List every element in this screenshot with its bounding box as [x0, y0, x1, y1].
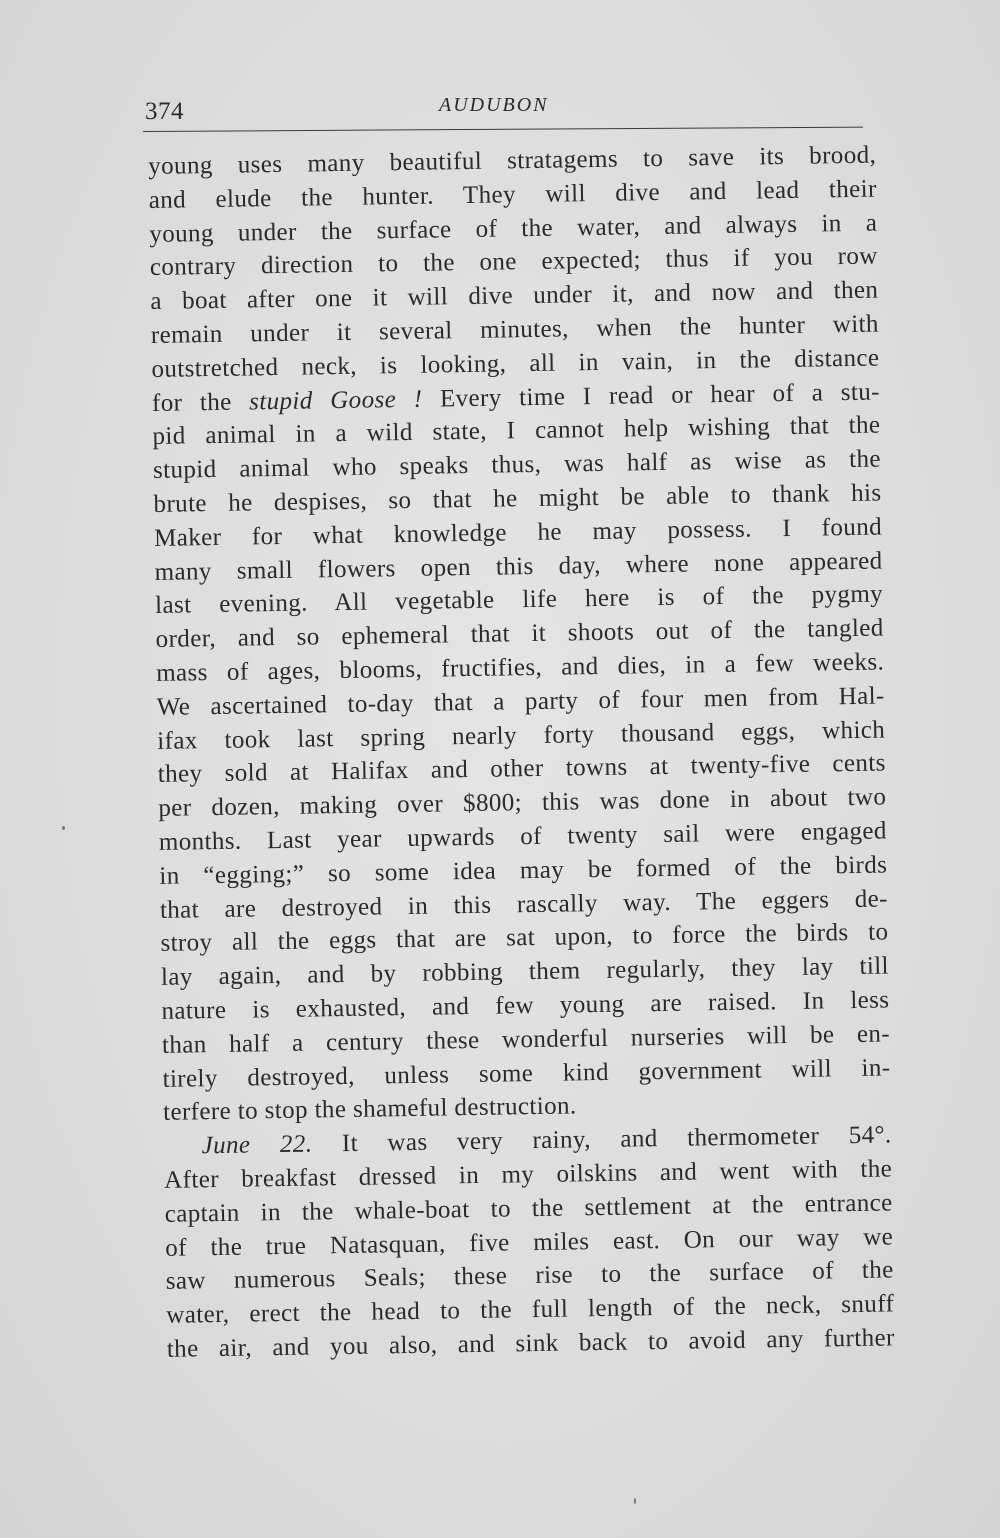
- text-line: last evening. All vegetable life here is of the pygmy: [154, 580, 884, 620]
- text-segment: for the: [151, 388, 250, 417]
- text-line: tirely destroyed, unless some kind government will in-: [162, 1053, 891, 1093]
- text-line: order, and so ephemeral that it shoots out of the tangled: [155, 614, 884, 654]
- text-line: the air, and you also, and sink back to avoid any further: [166, 1324, 895, 1363]
- text-line: remain under it several minutes, when the hunter with: [150, 310, 880, 349]
- paper-speck: [634, 1498, 636, 1504]
- page-header: [143, 90, 863, 132]
- text-line: Maker for what knowledge he may possess. I found: [153, 513, 883, 552]
- text-line: We ascertained to-day that a party of four men from Hal-: [156, 682, 885, 721]
- text-line: in “egging;” so some idea may be formed of the birds: [159, 851, 888, 890]
- text-line: After breakfast dressed in my oilskins and went with the: [163, 1155, 893, 1194]
- text-line: lay again, and by robbing them regularly, they lay till: [160, 952, 890, 992]
- text-line: saw numerous Seals; these rise to the surface of the: [165, 1256, 894, 1296]
- date-heading: June 22.: [201, 1130, 313, 1160]
- text-segment: Every time I read or hear of a stu-: [422, 378, 881, 413]
- text-line: than half a century these wonderful nurseries will be en-: [161, 1020, 891, 1059]
- text-line: of the true Natasquan, five miles east. On our way we: [165, 1222, 894, 1262]
- body-text: [148, 139, 895, 1367]
- paper-speck: [62, 826, 65, 830]
- text-line: young under the surface of the water, and always in a: [149, 209, 878, 248]
- text-line: they sold at Halifax and other towns at twenty-five cents: [157, 749, 886, 789]
- text-line: per dozen, making over $800; this was done in about two: [158, 783, 887, 823]
- text-line: terfere to stop the shameful destruction.: [162, 1092, 577, 1127]
- page-number: 374: [145, 98, 184, 125]
- running-head: AUDUBON: [439, 94, 549, 116]
- text-line: outstretched neck, is looking, all in vain, in the distance: [151, 344, 880, 383]
- italic-phrase: stupid Goose !: [248, 385, 423, 416]
- text-line: stroy all the eggs that are sat upon, to force the birds to: [160, 918, 889, 958]
- text-line: months. Last year upwards of twenty sail were engaged: [158, 817, 887, 856]
- text-line: brute he despises, so that he might be able to thank his: [153, 479, 882, 518]
- text-line: many small flowers open this day, where none appeared: [154, 547, 883, 586]
- text-line: ifax took last spring nearly forty thousand eggs, which: [157, 716, 886, 755]
- text-line: young uses many beautiful stratagems to save its brood,: [148, 141, 877, 180]
- text-line: that are destroyed in this rascally way. The eggers de-: [159, 885, 889, 924]
- text-line: captain in the whale-boat to the settlement at the entrance: [164, 1189, 893, 1228]
- text-segment: It was very rainy, and thermometer 54°.: [312, 1121, 892, 1158]
- text-line: and elude the hunter. They will dive and lead their: [148, 175, 877, 214]
- text-line: stupid animal who speaks thus, was half as wise as the: [152, 445, 882, 485]
- text-line: contrary direction to the one expected; thus if you row: [149, 242, 878, 282]
- text-line: mass of ages, blooms, fructifies, and dies, in a few weeks.: [156, 648, 885, 687]
- text-line: a boat after one it will dive under it, and now and then: [150, 276, 879, 316]
- text-line: pid animal in a wild state, I cannot help wishing that the: [152, 411, 881, 451]
- text-line: nature is exhausted, and few young are raised. In less: [161, 986, 890, 1025]
- text-line: water, erect the head to the full length of the neck, snuff: [166, 1290, 895, 1329]
